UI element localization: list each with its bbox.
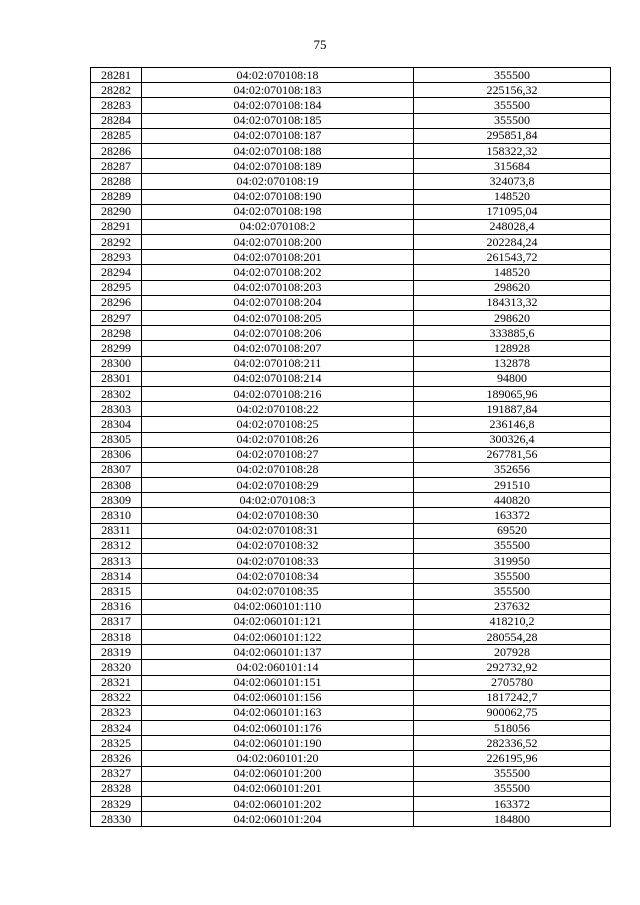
cadastral-number-cell: 04:02:070108:33	[142, 554, 414, 569]
cadastral-number-cell: 04:02:060101:20	[142, 751, 414, 766]
row-number-cell: 28288	[91, 174, 142, 189]
value-cell: 69520	[414, 523, 611, 538]
value-cell: 184313,32	[414, 295, 611, 310]
table-row	[91, 174, 611, 189]
value-cell: 418210,2	[414, 614, 611, 629]
value-cell: 319950	[414, 554, 611, 569]
row-number-cell: 28326	[91, 751, 142, 766]
value-cell: 324073,8	[414, 174, 611, 189]
value-cell: 900062,75	[414, 705, 611, 720]
row-number-cell: 28324	[91, 721, 142, 736]
value-cell: 267781,56	[414, 447, 611, 462]
value-cell: 148520	[414, 189, 611, 204]
row-number-cell: 28318	[91, 629, 142, 644]
cadastral-number-cell: 04:02:060101:200	[142, 766, 414, 781]
row-number-cell: 28314	[91, 569, 142, 584]
cadastral-value-table	[90, 67, 611, 827]
value-cell: 237632	[414, 599, 611, 614]
table-row	[91, 128, 611, 143]
table-body	[91, 68, 611, 827]
table-row	[91, 538, 611, 553]
cadastral-number-cell: 04:02:070108:19	[142, 174, 414, 189]
table-row	[91, 645, 611, 660]
table-row	[91, 599, 611, 614]
cadastral-number-cell: 04:02:070108:204	[142, 295, 414, 310]
value-cell: 355500	[414, 98, 611, 113]
table-row	[91, 417, 611, 432]
value-cell: 261543,72	[414, 250, 611, 265]
row-number-cell: 28313	[91, 554, 142, 569]
cadastral-number-cell: 04:02:060101:14	[142, 660, 414, 675]
cadastral-number-cell: 04:02:070108:206	[142, 326, 414, 341]
table-row	[91, 113, 611, 128]
cadastral-number-cell: 04:02:070108:28	[142, 462, 414, 477]
value-cell: 226195,96	[414, 751, 611, 766]
table-row	[91, 341, 611, 356]
value-cell: 518056	[414, 721, 611, 736]
cadastral-number-cell: 04:02:070108:29	[142, 478, 414, 493]
value-cell: 128928	[414, 341, 611, 356]
table-row	[91, 219, 611, 234]
row-number-cell: 28321	[91, 675, 142, 690]
table-row	[91, 462, 611, 477]
value-cell: 148520	[414, 265, 611, 280]
row-number-cell: 28285	[91, 128, 142, 143]
cadastral-number-cell: 04:02:060101:110	[142, 599, 414, 614]
cadastral-number-cell: 04:02:070108:30	[142, 508, 414, 523]
table-row	[91, 478, 611, 493]
cadastral-number-cell: 04:02:070108:31	[142, 523, 414, 538]
value-cell: 300326,4	[414, 432, 611, 447]
page-number: 75	[313, 37, 327, 52]
cadastral-number-cell: 04:02:070108:25	[142, 417, 414, 432]
table-row	[91, 98, 611, 113]
cadastral-number-cell: 04:02:070108:3	[142, 493, 414, 508]
cadastral-number-cell: 04:02:070108:214	[142, 371, 414, 386]
value-cell: 291510	[414, 478, 611, 493]
cadastral-number-cell: 04:02:060101:202	[142, 797, 414, 812]
row-number-cell: 28322	[91, 690, 142, 705]
table-row	[91, 432, 611, 447]
row-number-cell: 28317	[91, 614, 142, 629]
table-row	[91, 675, 611, 690]
value-cell: 132878	[414, 356, 611, 371]
cadastral-number-cell: 04:02:070108:187	[142, 128, 414, 143]
cadastral-number-cell: 04:02:070108:189	[142, 159, 414, 174]
row-number-cell: 28327	[91, 766, 142, 781]
cadastral-number-cell: 04:02:060101:151	[142, 675, 414, 690]
table-row	[91, 235, 611, 250]
value-cell: 280554,28	[414, 629, 611, 644]
row-number-cell: 28298	[91, 326, 142, 341]
value-cell: 2705780	[414, 675, 611, 690]
table-row	[91, 493, 611, 508]
table-row	[91, 766, 611, 781]
value-cell: 355500	[414, 766, 611, 781]
table-row	[91, 356, 611, 371]
table-row	[91, 143, 611, 158]
cadastral-number-cell: 04:02:060101:163	[142, 705, 414, 720]
value-cell: 355500	[414, 584, 611, 599]
cadastral-number-cell: 04:02:070108:183	[142, 83, 414, 98]
row-number-cell: 28282	[91, 83, 142, 98]
value-cell: 163372	[414, 797, 611, 812]
value-cell: 355500	[414, 569, 611, 584]
value-cell: 225156,32	[414, 83, 611, 98]
table-row	[91, 311, 611, 326]
row-number-cell: 28305	[91, 432, 142, 447]
cadastral-number-cell: 04:02:070108:211	[142, 356, 414, 371]
table-row	[91, 736, 611, 751]
row-number-cell: 28291	[91, 219, 142, 234]
row-number-cell: 28300	[91, 356, 142, 371]
table-row	[91, 705, 611, 720]
row-number-cell: 28295	[91, 280, 142, 295]
table-row	[91, 721, 611, 736]
row-number-cell: 28310	[91, 508, 142, 523]
cadastral-number-cell: 04:02:070108:22	[142, 402, 414, 417]
row-number-cell: 28323	[91, 705, 142, 720]
table-row	[91, 660, 611, 675]
value-cell: 158322,32	[414, 143, 611, 158]
cadastral-number-cell: 04:02:070108:205	[142, 311, 414, 326]
value-cell: 248028,4	[414, 219, 611, 234]
table-row	[91, 402, 611, 417]
row-number-cell: 28309	[91, 493, 142, 508]
row-number-cell: 28306	[91, 447, 142, 462]
cadastral-number-cell: 04:02:070108:201	[142, 250, 414, 265]
value-cell: 236146,8	[414, 417, 611, 432]
table-row	[91, 690, 611, 705]
table-row	[91, 614, 611, 629]
row-number-cell: 28297	[91, 311, 142, 326]
cadastral-number-cell: 04:02:070108:26	[142, 432, 414, 447]
value-cell: 191887,84	[414, 402, 611, 417]
row-number-cell: 28319	[91, 645, 142, 660]
cadastral-number-cell: 04:02:060101:190	[142, 736, 414, 751]
cadastral-number-cell: 04:02:070108:2	[142, 219, 414, 234]
row-number-cell: 28312	[91, 538, 142, 553]
cadastral-number-cell: 04:02:070108:188	[142, 143, 414, 158]
row-number-cell: 28283	[91, 98, 142, 113]
value-cell: 207928	[414, 645, 611, 660]
row-number-cell: 28303	[91, 402, 142, 417]
table-row	[91, 569, 611, 584]
cadastral-number-cell: 04:02:060101:122	[142, 629, 414, 644]
cadastral-number-cell: 04:02:060101:156	[142, 690, 414, 705]
cadastral-number-cell: 04:02:070108:185	[142, 113, 414, 128]
value-cell: 355500	[414, 113, 611, 128]
row-number-cell: 28290	[91, 204, 142, 219]
row-number-cell: 28320	[91, 660, 142, 675]
cadastral-number-cell: 04:02:060101:121	[142, 614, 414, 629]
table-row	[91, 508, 611, 523]
table-row	[91, 523, 611, 538]
cadastral-number-cell: 04:02:060101:137	[142, 645, 414, 660]
cadastral-number-cell: 04:02:060101:204	[142, 812, 414, 827]
row-number-cell: 28299	[91, 341, 142, 356]
row-number-cell: 28329	[91, 797, 142, 812]
row-number-cell: 28292	[91, 235, 142, 250]
cadastral-number-cell: 04:02:060101:176	[142, 721, 414, 736]
value-cell: 440820	[414, 493, 611, 508]
table-row	[91, 250, 611, 265]
table-row	[91, 447, 611, 462]
row-number-cell: 28301	[91, 371, 142, 386]
table-row	[91, 751, 611, 766]
cadastral-number-cell: 04:02:070108:184	[142, 98, 414, 113]
cadastral-number-cell: 04:02:070108:207	[142, 341, 414, 356]
table-row	[91, 554, 611, 569]
row-number-cell: 28328	[91, 781, 142, 796]
value-cell: 352656	[414, 462, 611, 477]
value-cell: 298620	[414, 311, 611, 326]
row-number-cell: 28287	[91, 159, 142, 174]
value-cell: 295851,84	[414, 128, 611, 143]
row-number-cell: 28330	[91, 812, 142, 827]
cadastral-number-cell: 04:02:070108:32	[142, 538, 414, 553]
table-row	[91, 326, 611, 341]
value-cell: 163372	[414, 508, 611, 523]
row-number-cell: 28284	[91, 113, 142, 128]
value-cell: 189065,96	[414, 386, 611, 401]
table-row	[91, 812, 611, 827]
cadastral-number-cell: 04:02:070108:198	[142, 204, 414, 219]
cadastral-number-cell: 04:02:060101:201	[142, 781, 414, 796]
row-number-cell: 28294	[91, 265, 142, 280]
table-row	[91, 83, 611, 98]
value-cell: 202284,24	[414, 235, 611, 250]
table-row	[91, 159, 611, 174]
value-cell: 282336,52	[414, 736, 611, 751]
table-row	[91, 68, 611, 83]
row-number-cell: 28325	[91, 736, 142, 751]
cadastral-number-cell: 04:02:070108:216	[142, 386, 414, 401]
row-number-cell: 28286	[91, 143, 142, 158]
value-cell: 355500	[414, 68, 611, 83]
row-number-cell: 28311	[91, 523, 142, 538]
value-cell: 94800	[414, 371, 611, 386]
row-number-cell: 28281	[91, 68, 142, 83]
value-cell: 355500	[414, 781, 611, 796]
row-number-cell: 28304	[91, 417, 142, 432]
table-row	[91, 189, 611, 204]
table-row	[91, 204, 611, 219]
cadastral-number-cell: 04:02:070108:35	[142, 584, 414, 599]
row-number-cell: 28296	[91, 295, 142, 310]
table-row	[91, 584, 611, 599]
table-row	[91, 386, 611, 401]
row-number-cell: 28302	[91, 386, 142, 401]
value-cell: 184800	[414, 812, 611, 827]
row-number-cell: 28307	[91, 462, 142, 477]
cadastral-number-cell: 04:02:070108:200	[142, 235, 414, 250]
table-row	[91, 265, 611, 280]
value-cell: 298620	[414, 280, 611, 295]
cadastral-number-cell: 04:02:070108:34	[142, 569, 414, 584]
cadastral-number-cell: 04:02:070108:190	[142, 189, 414, 204]
value-cell: 1817242,7	[414, 690, 611, 705]
row-number-cell: 28289	[91, 189, 142, 204]
value-cell: 333885,6	[414, 326, 611, 341]
value-cell: 171095,04	[414, 204, 611, 219]
table-row	[91, 371, 611, 386]
table-row	[91, 781, 611, 796]
cadastral-number-cell: 04:02:070108:202	[142, 265, 414, 280]
value-cell: 355500	[414, 538, 611, 553]
table-row	[91, 295, 611, 310]
row-number-cell: 28293	[91, 250, 142, 265]
cadastral-number-cell: 04:02:070108:27	[142, 447, 414, 462]
cadastral-number-cell: 04:02:070108:203	[142, 280, 414, 295]
table-row	[91, 797, 611, 812]
row-number-cell: 28308	[91, 478, 142, 493]
row-number-cell: 28315	[91, 584, 142, 599]
row-number-cell: 28316	[91, 599, 142, 614]
cadastral-number-cell: 04:02:070108:18	[142, 68, 414, 83]
table-row	[91, 629, 611, 644]
table-row	[91, 280, 611, 295]
value-cell: 292732,92	[414, 660, 611, 675]
value-cell: 315684	[414, 159, 611, 174]
